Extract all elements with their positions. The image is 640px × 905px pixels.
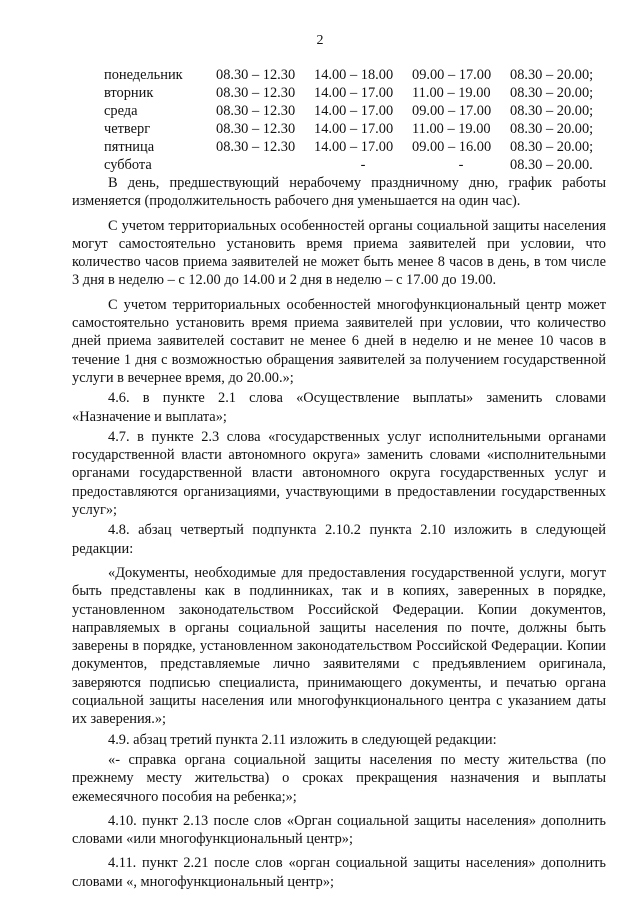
- document-body: [72, 174, 606, 891]
- schedule-time: 08.30 – 20.00.: [510, 157, 593, 173]
- schedule-time: 08.30 – 12.30: [216, 103, 296, 119]
- paragraph-documents-quote: «Документы, необходимые для предоставления государственной услуги, могут быть представлены как в подлинниках, так и в копиях, заверенных в порядке, установленном законодательством Российской Федерации. Копии документов, направляемых в органы социальной защиты населения по почте, должны быть заверены в порядке, установленном законодательством Российской Федерации. Копии документов, представляемые лично заявителями с предъявлением оригинала, заверяются подписью специалиста, принимающего документы, и печатью органа социальной защиты населения или многофункционального центра с указанием даты их заверения.»;: [72, 564, 606, 728]
- paragraph-item-4-6: 4.6. в пункте 2.1 слова «Осуществление выплаты» заменить словами «Назначение и выплата»;: [72, 390, 606, 425]
- schedule-day: суббота: [104, 157, 152, 173]
- schedule-time: 14.00 – 17.00: [314, 85, 394, 101]
- schedule-day: вторник: [104, 85, 154, 101]
- paragraph-holiday-schedule: В день, предшествующий нерабочему праздничному дню, график работы изменяется (продолжительность рабочего дня уменьшается на один час).: [72, 175, 606, 210]
- schedule-time: 14.00 – 17.00: [314, 121, 394, 137]
- schedule-day: понедельник: [104, 67, 183, 83]
- schedule-row: [104, 120, 620, 138]
- schedule-time: 08.30 – 12.30: [216, 85, 296, 101]
- schedule-time: 08.30 – 12.30: [216, 121, 296, 137]
- schedule-time: 08.30 – 20.00;: [510, 103, 594, 119]
- schedule-time: 09.00 – 17.00: [412, 67, 492, 83]
- schedule-time: 08.30 – 20.00;: [510, 121, 594, 137]
- schedule-time: 14.00 – 17.00: [314, 103, 394, 119]
- paragraph-item-4-9: 4.9. абзац третий пункта 2.11 изложить в следующей редакции:: [108, 731, 497, 748]
- paragraph-item-4-10: 4.10. пункт 2.13 после слов «Орган социальной защиты населения» дополнить словами «или многофункциональный центр»;: [72, 812, 606, 848]
- schedule-time: [216, 156, 314, 174]
- schedule-row: [104, 156, 620, 174]
- paragraph-item-4-8: 4.8. абзац четвертый подпункта 2.10.2 пункта 2.10 изложить в следующей редакции:: [72, 522, 606, 557]
- paragraph-item-4-11: 4.11. пункт 2.21 после слов «орган социальной защиты населения» дополнить словами «, многофункциональный центр»;: [72, 855, 606, 890]
- schedule-row: [104, 66, 620, 84]
- schedule-dash: -: [458, 157, 464, 173]
- paragraph-mfc-hours: С учетом территориальных особенностей многофункциональный центр может самостоятельно установить время приема заявителей при условии, что количество дней приема заявителей составит не менее 6 дней в неделю и не менее 10 часов в течение 1 дня с возможностью обращения заявителей за получением государственной услуги в вечернее время, до 20.00.»;: [72, 296, 606, 386]
- schedule-time: 11.00 – 19.00: [412, 85, 491, 101]
- schedule-row: [104, 138, 620, 156]
- schedule-day: пятница: [104, 139, 155, 155]
- paragraph-item-4-7: 4.7. в пункте 2.3 слова «государственных услуг исполнительными органами государственной власти автономного округа» заменить словами «исполнительными органами государственной власти автономного округа государственных услуг и предоставляются организациями, участвующими в предоставлении государственных услуг»;: [72, 428, 606, 519]
- schedule-row: [104, 84, 620, 102]
- schedule-time: 08.30 – 20.00;: [510, 85, 594, 101]
- schedule-table: [104, 66, 620, 174]
- paragraph-certificate-quote: «- справка органа социальной защиты населения по месту жительства (по прежнему месту жительства) о сроках прекращения назначения и выплаты ежемесячного пособия на ребенка;»;: [72, 751, 606, 805]
- schedule-time: 14.00 – 17.00: [314, 139, 394, 155]
- schedule-time: 11.00 – 19.00: [412, 121, 491, 137]
- schedule-time: 08.30 – 12.30: [216, 67, 296, 83]
- schedule-time: 09.00 – 17.00: [412, 103, 492, 119]
- schedule-day: четверг: [104, 121, 151, 137]
- paragraph-social-protection-hours: С учетом территориальных особенностей органы социальной защиты населения могут самостоятельно установить время приема заявителей при условии, что количество часов приема заявителей не может быть менее 8 часов в день, в том числе 3 дня в неделю – с 12.00 до 14.00 и 2 дня в неделю – с 17.00 до 19.00.: [72, 217, 606, 289]
- page-number: 2: [316, 33, 324, 48]
- schedule-time: 08.30 – 20.00;: [510, 67, 594, 83]
- schedule-dash: -: [360, 157, 366, 173]
- schedule-time: 09.00 – 16.00: [412, 139, 492, 155]
- schedule-time: 08.30 – 20.00;: [510, 139, 594, 155]
- schedule-row: [104, 102, 620, 120]
- schedule-time: 08.30 – 12.30: [216, 139, 296, 155]
- schedule-day: среда: [104, 103, 138, 119]
- schedule-time: 14.00 – 18.00: [314, 67, 394, 83]
